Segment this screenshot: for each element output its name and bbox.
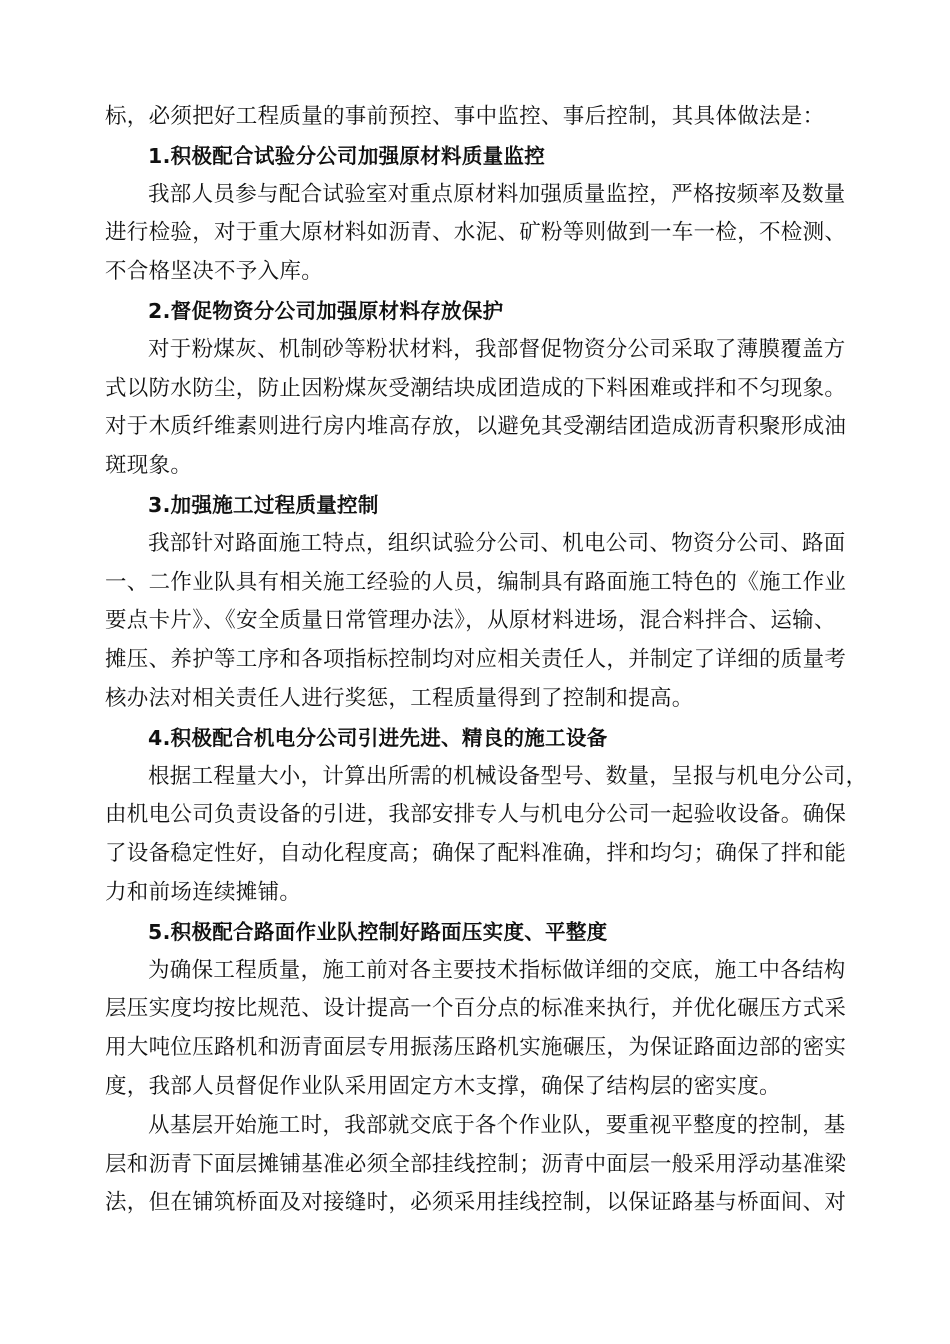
text-line: 层压实度均按比规范、设计提高一个百分点的标准来执行，并优化碾压方式采	[105, 996, 847, 1022]
text-line: 我部人员参与配合试验室对重点原材料加强质量监控，严格按频率及数量	[148, 181, 846, 207]
text-line: 对于木质纤维素则进行房内堆高存放，以避免其受潮结团造成沥青积聚形成油	[105, 414, 847, 440]
section-heading: 2.督促物资分公司加强原材料存放保护	[148, 298, 504, 323]
section-heading: 1.积极配合试验分公司加强原材料质量监控	[148, 143, 546, 168]
text-line: 一、二作业队具有相关施工经验的人员，编制具有路面施工特色的《施工作业	[105, 569, 847, 595]
text-line: 度，我部人员督促作业队采用固定方木支撑，确保了结构层的密实度。	[105, 1073, 781, 1099]
text-line: 斑现象。	[105, 453, 193, 479]
text-line: 层和沥青下面层摊铺基准必须全部挂线控制；沥青中面层一般采用浮动基准梁	[105, 1151, 847, 1177]
text-line: 了设备稳定性好，自动化程度高；确保了配料准确，拌和均匀；确保了拌和能	[105, 841, 847, 867]
text-line: 要点卡片》、《安全质量日常管理办法》，从原材料进场，混合料拌合、运输、	[105, 608, 836, 634]
text-line: 对于粉煤灰、机制砂等粉状材料，我部督促物资分公司采取了薄膜覆盖方	[148, 336, 846, 362]
text-line: 摊压、养护等工序和各项指标控制均对应相关责任人，并制定了详细的质量考	[105, 647, 847, 673]
text-line: 从基层开始施工时，我部就交底于各个作业队，要重视平整度的控制，基	[148, 1112, 846, 1138]
text-line: 法，但在铺筑桥面及对接缝时，必须采用挂线控制，以保证路基与桥面间、对	[105, 1190, 847, 1216]
section-heading: 3.加强施工过程质量控制	[148, 492, 379, 517]
section-heading: 5.积极配合路面作业队控制好路面压实度、平整度	[148, 919, 608, 944]
text-line: 由机电公司负责设备的引进，我部安排专人与机电分公司一起验收设备。确保	[105, 802, 847, 828]
text-line: 核办法对相关责任人进行奖惩，工程质量得到了控制和提高。	[105, 685, 694, 711]
text-line: 用大吨位压路机和沥青面层专用振荡压路机实施碾压，为保证路面边部的密实	[105, 1035, 847, 1061]
text-line: 我部针对路面施工特点，组织试验分公司、机电公司、物资分公司、路面	[148, 530, 846, 556]
document-page	[105, 98, 868, 1223]
text-line: 标，必须把好工程质量的事前预控、事中监控、事后控制，其具体做法是：	[105, 104, 825, 129]
text-line: 式以防水防尘，防止因粉煤灰受潮结块成团造成的下料困难或拌和不匀现象。	[105, 375, 847, 401]
text-line: 力和前场连续摊铺。	[105, 879, 302, 905]
text-line: 为确保工程质量，施工前对各主要技术指标做详细的交底，施工中各结构	[148, 957, 846, 983]
text-line: 进行检验，对于重大原材料如沥青、水泥、矿粉等则做到一车一检，不检测、	[105, 220, 847, 246]
section-heading: 4.积极配合机电分公司引进先进、精良的施工设备	[148, 725, 608, 750]
text-line: 根据工程量大小，计算出所需的机械设备型号、数量，呈报与机电分公司，	[148, 763, 868, 789]
text-line: 不合格坚决不予入库。	[105, 259, 324, 285]
